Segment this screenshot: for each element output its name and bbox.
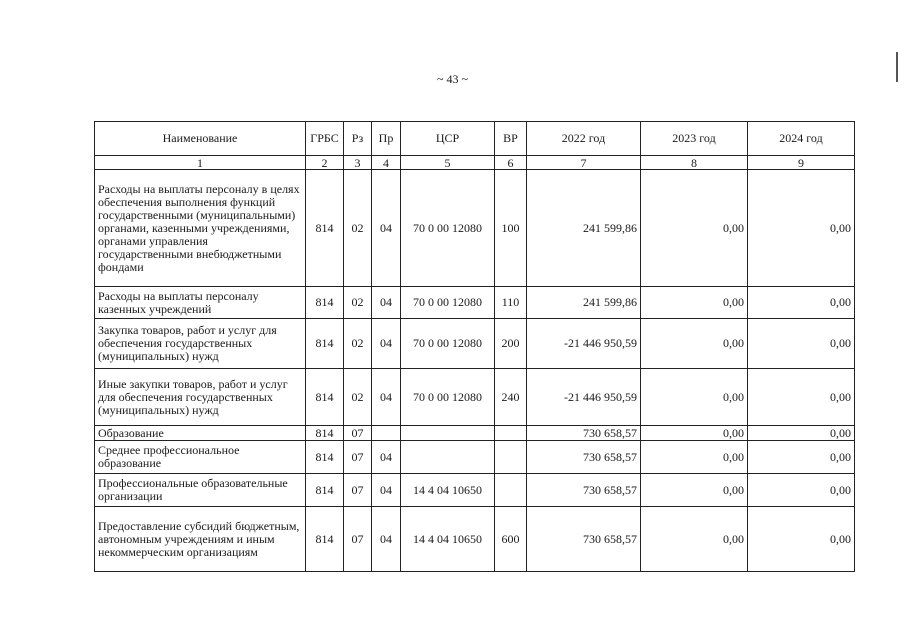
column-number: 2 (306, 156, 344, 170)
row-vr (495, 441, 527, 474)
row-csr: 70 0 00 12080 (401, 170, 495, 287)
row-name: Расходы на выплаты персоналу казенных учреждений (95, 287, 306, 319)
header-2022: 2022 год (527, 122, 641, 156)
column-number: 1 (95, 156, 306, 170)
header-grbs: ГРБС (306, 122, 344, 156)
row-pr: 04 (372, 441, 401, 474)
row-name: Предоставление субсидий бюджетным, автономным учреждениям и иным некоммерческим организациям (95, 507, 306, 572)
row-2022: -21 446 950,59 (527, 319, 641, 369)
column-number: 3 (344, 156, 372, 170)
row-rz: 07 (344, 426, 372, 441)
row-rz: 07 (344, 507, 372, 572)
row-2022: -21 446 950,59 (527, 369, 641, 426)
row-pr: 04 (372, 474, 401, 507)
scan-edge-mark (896, 52, 898, 82)
row-grbs: 814 (306, 170, 344, 287)
row-pr: 04 (372, 170, 401, 287)
row-2023: 0,00 (641, 287, 748, 319)
row-pr: 04 (372, 287, 401, 319)
header-row (95, 122, 855, 156)
column-number: 7 (527, 156, 641, 170)
row-2023: 0,00 (641, 369, 748, 426)
row-2024: 0,00 (748, 170, 855, 287)
column-number: 6 (495, 156, 527, 170)
table-row (95, 426, 855, 441)
table-row (95, 369, 855, 426)
row-rz: 02 (344, 319, 372, 369)
header-2024: 2024 год (748, 122, 855, 156)
row-2023: 0,00 (641, 507, 748, 572)
row-vr (495, 426, 527, 441)
row-vr: 240 (495, 369, 527, 426)
row-csr: 14 4 04 10650 (401, 507, 495, 572)
header-pr: Пр (372, 122, 401, 156)
table-row (95, 507, 855, 572)
row-pr: 04 (372, 507, 401, 572)
header-name: Наименование (95, 122, 306, 156)
column-number: 8 (641, 156, 748, 170)
row-name: Среднее профессиональное образование (95, 441, 306, 474)
row-2024: 0,00 (748, 507, 855, 572)
row-grbs: 814 (306, 474, 344, 507)
header-vr: ВР (495, 122, 527, 156)
column-number: 4 (372, 156, 401, 170)
row-2024: 0,00 (748, 426, 855, 441)
row-2024: 0,00 (748, 287, 855, 319)
row-rz: 02 (344, 170, 372, 287)
row-2023: 0,00 (641, 441, 748, 474)
row-2022: 730 658,57 (527, 426, 641, 441)
row-2022: 730 658,57 (527, 507, 641, 572)
row-grbs: 814 (306, 369, 344, 426)
row-name: Иные закупки товаров, работ и услуг для обеспечения государственных (муниципальных) нужд (95, 369, 306, 426)
row-csr (401, 441, 495, 474)
row-grbs: 814 (306, 426, 344, 441)
row-name: Профессиональные образовательные организации (95, 474, 306, 507)
header-csr: ЦСР (401, 122, 495, 156)
row-name: Образование (95, 426, 306, 441)
table-row (95, 170, 855, 287)
row-pr (372, 426, 401, 441)
row-rz: 02 (344, 287, 372, 319)
row-2024: 0,00 (748, 474, 855, 507)
column-number-row (95, 156, 855, 170)
row-name: Расходы на выплаты персоналу в целях обеспечения выполнения функций государственными (муниципальными) органами, казенными учреждениями, органами управления государственными внебюджетными фондами (95, 170, 306, 287)
row-csr: 70 0 00 12080 (401, 369, 495, 426)
row-csr: 14 4 04 10650 (401, 474, 495, 507)
row-vr: 110 (495, 287, 527, 319)
row-2022: 730 658,57 (527, 441, 641, 474)
row-name: Закупка товаров, работ и услуг для обеспечения государственных (муниципальных) нужд (95, 319, 306, 369)
column-number: 9 (748, 156, 855, 170)
row-2022: 241 599,86 (527, 287, 641, 319)
row-2022: 730 658,57 (527, 474, 641, 507)
budget-table (94, 121, 855, 572)
row-csr (401, 426, 495, 441)
row-csr: 70 0 00 12080 (401, 319, 495, 369)
row-vr (495, 474, 527, 507)
row-rz: 07 (344, 441, 372, 474)
row-2022: 241 599,86 (527, 170, 641, 287)
row-grbs: 814 (306, 287, 344, 319)
row-grbs: 814 (306, 319, 344, 369)
page-number: ~ 43 ~ (437, 72, 468, 86)
row-2024: 0,00 (748, 369, 855, 426)
table-row (95, 319, 855, 369)
row-2023: 0,00 (641, 474, 748, 507)
row-2024: 0,00 (748, 319, 855, 369)
header-rz: Рз (344, 122, 372, 156)
row-rz: 02 (344, 369, 372, 426)
table-row (95, 287, 855, 319)
row-vr: 200 (495, 319, 527, 369)
table-row (95, 441, 855, 474)
row-2023: 0,00 (641, 319, 748, 369)
row-csr: 70 0 00 12080 (401, 287, 495, 319)
row-vr: 100 (495, 170, 527, 287)
row-2024: 0,00 (748, 441, 855, 474)
row-grbs: 814 (306, 441, 344, 474)
row-pr: 04 (372, 369, 401, 426)
header-2023: 2023 год (641, 122, 748, 156)
row-2023: 0,00 (641, 426, 748, 441)
row-2023: 0,00 (641, 170, 748, 287)
table-row (95, 474, 855, 507)
row-rz: 07 (344, 474, 372, 507)
column-number: 5 (401, 156, 495, 170)
row-vr: 600 (495, 507, 527, 572)
row-pr: 04 (372, 319, 401, 369)
row-grbs: 814 (306, 507, 344, 572)
